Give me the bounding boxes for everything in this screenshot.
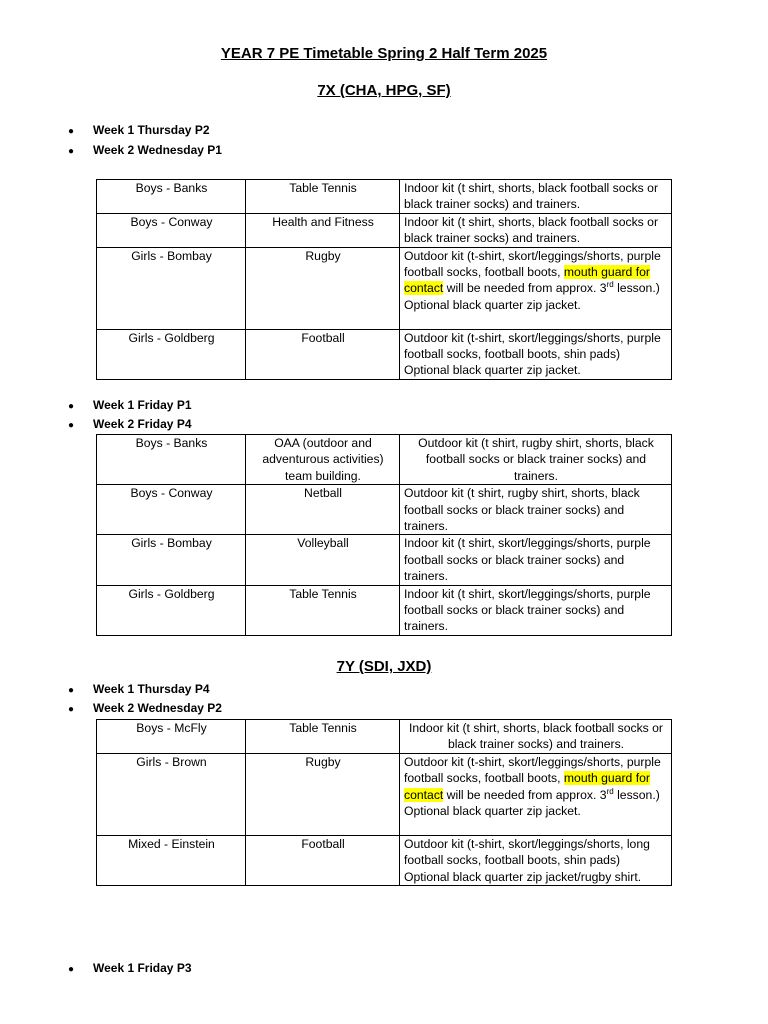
schedule-bullet <box>68 122 210 140</box>
group-cell: Girls - Goldberg <box>97 329 246 379</box>
table-row <box>97 720 672 754</box>
kit-cell: Outdoor kit (t-shirt, skort/leggings/shorts, purple football socks, football boots, shin pads) Optional black quarter zip jacket. <box>400 329 672 379</box>
group-cell: Boys - Banks <box>97 435 246 485</box>
bullet-dot-icon: ● <box>68 126 75 137</box>
schedule-bullet <box>68 681 210 699</box>
bullet-dot-icon: ● <box>68 964 75 975</box>
kit-cell <box>400 247 672 329</box>
schedule-bullet-text: Week 1 Thursday P4 <box>93 682 210 696</box>
table-row <box>97 535 672 585</box>
schedule-bullet-text: Week 2 Wednesday P2 <box>93 701 222 715</box>
activity-cell: Rugby <box>246 247 400 329</box>
ordinal-suffix: rd <box>606 786 614 796</box>
table-row <box>97 585 672 635</box>
kit-text: will be needed from approx. 3 <box>443 281 607 296</box>
timetable-7x-block2 <box>96 434 672 636</box>
kit-cell: Outdoor kit (t shirt, rugby shirt, shorts, black football socks or black trainer socks) and trainers. <box>400 435 672 485</box>
bullet-dot-icon: ● <box>68 146 75 157</box>
class-heading-7x: 7X (CHA, HPG, SF) <box>317 82 451 99</box>
table-row <box>97 213 672 247</box>
table-row <box>97 247 672 329</box>
group-cell: Girls - Goldberg <box>97 585 246 635</box>
group-cell: Boys - Conway <box>97 213 246 247</box>
group-cell: Boys - McFly <box>97 720 246 754</box>
schedule-bullet-text: Week 1 Friday P1 <box>93 398 192 412</box>
kit-text: lesson.) Optional black quarter zip jacket. <box>404 281 660 312</box>
group-cell: Mixed - Einstein <box>97 836 246 886</box>
class-heading-7y: 7Y (SDI, JXD) <box>336 658 432 675</box>
schedule-bullet <box>68 416 192 434</box>
kit-text: lesson.) Optional black quarter zip jacket. <box>404 787 660 819</box>
schedule-bullet-text: Week 2 Friday P4 <box>93 417 192 431</box>
table-row <box>97 485 672 535</box>
bullet-dot-icon: ● <box>68 420 75 431</box>
kit-cell: Indoor kit (t shirt, shorts, black football socks or black trainer socks) and trainers. <box>400 213 672 247</box>
group-cell: Girls - Brown <box>97 754 246 836</box>
kit-cell: Outdoor kit (t-shirt, skort/leggings/shorts, long football socks, football boots, shin pads) Optional black quarter zip jacket/rugby shirt. <box>400 836 672 886</box>
ordinal-suffix: rd <box>606 280 614 290</box>
group-cell: Girls - Bombay <box>97 535 246 585</box>
group-cell: Girls - Bombay <box>97 247 246 329</box>
kit-cell: Indoor kit (t shirt, shorts, black football socks or black trainer socks) and trainers. <box>400 180 672 214</box>
table-row <box>97 180 672 214</box>
schedule-bullet-text: Week 1 Thursday P2 <box>93 123 210 137</box>
activity-cell: Football <box>246 329 400 379</box>
activity-cell: Rugby <box>246 754 400 836</box>
activity-cell: Table Tennis <box>246 180 400 214</box>
bullet-dot-icon: ● <box>68 401 75 412</box>
kit-cell: Outdoor kit (t shirt, rugby shirt, shorts, black football socks or black trainer socks) and trainers. <box>400 485 672 535</box>
schedule-bullet <box>68 700 222 718</box>
bullet-dot-icon: ● <box>68 685 75 696</box>
kit-text: will be needed from approx. 3 <box>443 787 607 802</box>
table-row <box>97 435 672 485</box>
timetable-7y-block1 <box>96 719 672 886</box>
kit-cell: Indoor kit (t shirt, shorts, black football socks or black trainer socks) and trainers. <box>400 720 672 754</box>
kit-text: Outdoor kit (t-shirt, skort/leggings/shorts, purple football socks, football boots, <box>404 755 661 786</box>
kit-text: Outdoor kit (t-shirt, skort/leggings/shorts, purple football socks, football boots, <box>404 248 661 280</box>
activity-cell: Health and Fitness <box>246 213 400 247</box>
table-row <box>97 754 672 836</box>
page-title: YEAR 7 PE Timetable Spring 2 Half Term 2025 <box>220 45 548 62</box>
schedule-bullet-text: Week 2 Wednesday P1 <box>93 143 222 157</box>
table-row <box>97 329 672 379</box>
schedule-bullet <box>68 960 192 978</box>
bullet-dot-icon: ● <box>68 704 75 715</box>
kit-cell: Indoor kit (t shirt, skort/leggings/shorts, purple football socks or black trainer socks) and trainers. <box>400 535 672 585</box>
group-cell: Boys - Banks <box>97 180 246 214</box>
highlighted-kit-text: mouth guard for contact <box>404 771 650 802</box>
schedule-bullet <box>68 397 192 415</box>
schedule-bullet-text: Week 1 Friday P3 <box>93 961 192 975</box>
activity-cell: Table Tennis <box>246 720 400 754</box>
activity-cell: Volleyball <box>246 535 400 585</box>
highlighted-kit-text: mouth guard for contact <box>404 265 650 296</box>
kit-cell: Indoor kit (t shirt, skort/leggings/shorts, purple football socks or black trainer socks) and trainers. <box>400 585 672 635</box>
table-row <box>97 836 672 886</box>
activity-cell: Football <box>246 836 400 886</box>
timetable-7x-block1 <box>96 179 672 380</box>
kit-cell <box>400 754 672 836</box>
group-cell: Boys - Conway <box>97 485 246 535</box>
schedule-bullet <box>68 142 222 160</box>
activity-cell: Netball <box>246 485 400 535</box>
activity-cell: Table Tennis <box>246 585 400 635</box>
activity-cell: OAA (outdoor and adventurous activities) team building. <box>246 435 400 485</box>
